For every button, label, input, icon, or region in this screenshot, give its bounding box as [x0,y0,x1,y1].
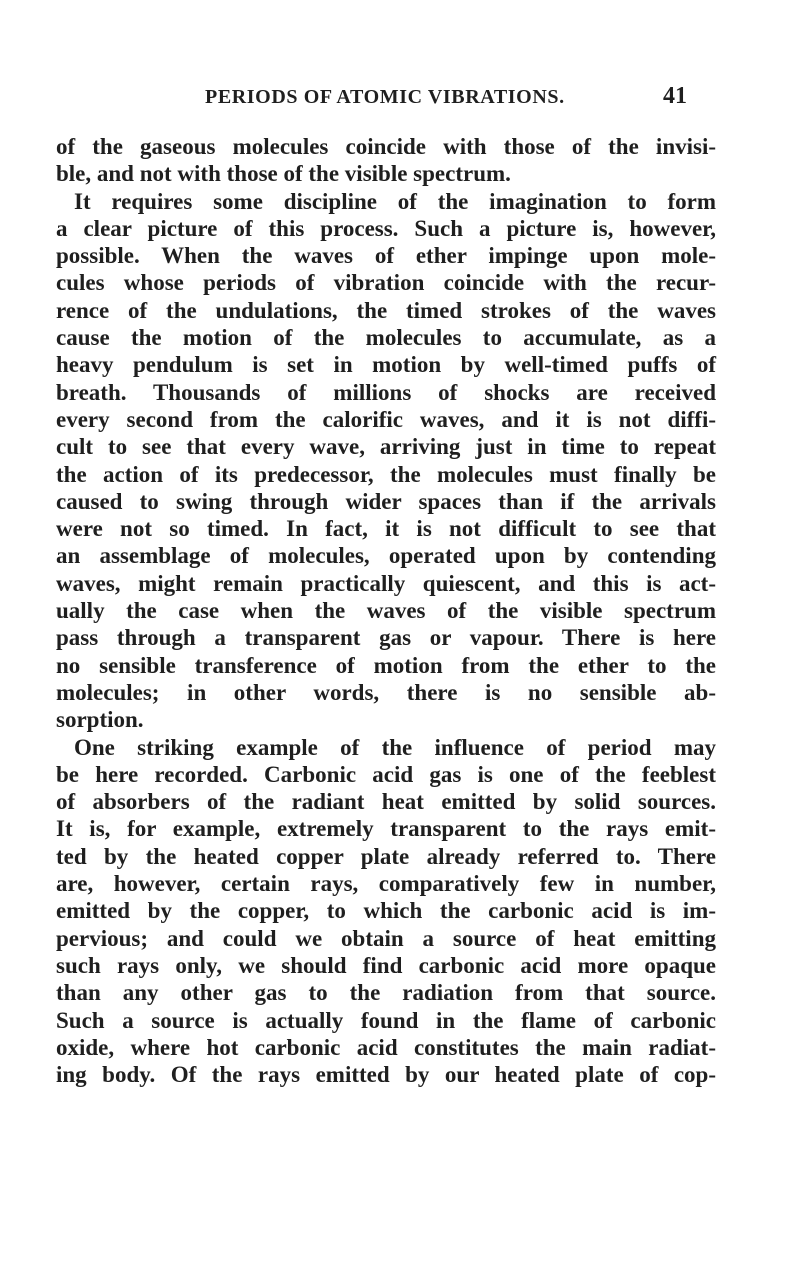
text-line: were not so timed. In fact, it is not difficult to see that [56,516,716,542]
text-line: a clear picture of this process. Such a picture is, however, [56,215,716,241]
text-line: ing body. Of the rays emitted by our heated plate of cop- [56,1062,716,1088]
text-line: cult to see that every wave, arriving just in time to repeat [56,434,716,460]
text-line: rence of the undulations, the timed strokes of the waves [56,297,716,323]
text-line: possible. When the waves of ether impinge upon mole- [56,243,716,269]
text-line: sorption. [56,707,144,733]
text-line: cules whose periods of vibration coincide with the recur- [56,270,716,296]
text-line: heavy pendulum is set in motion by well-timed puffs of [56,352,716,378]
text-line: waves, might remain practically quiescent, and this is act- [56,570,716,596]
text-line: caused to swing through wider spaces than if the arrivals [56,488,716,514]
text-line: One striking example of the influence of period may [74,734,716,760]
text-line: of absorbers of the radiant heat emitted by solid sources. [56,789,716,815]
text-line: It is, for example, extremely transparent to the rays emit- [56,816,716,842]
page-number: 41 [663,83,687,109]
text-line: ble, and not with those of the visible spectrum. [56,161,511,187]
text-line: ually the case when the waves of the visible spectrum [56,598,716,624]
running-title: PERIODS OF ATOMIC VIBRATIONS. [205,86,565,108]
text-line: It requires some discipline of the imagination to form [74,188,716,214]
text-line: an assemblage of molecules, operated upon by contending [56,543,716,569]
body-text [56,133,716,1088]
text-line: pervious; and could we obtain a source of heat emitting [56,925,716,951]
text-line: no sensible transference of motion from the ether to the [56,652,716,678]
text-line: such rays only, we should find carbonic acid more opaque [56,952,716,978]
text-line: cause the motion of the molecules to accumulate, as a [56,325,716,351]
text-line: the action of its predecessor, the molecules must finally be [56,461,716,487]
text-line: emitted by the copper, to which the carbonic acid is im- [56,898,716,924]
text-line: every second from the calorific waves, and it is not diffi- [56,406,716,432]
text-line: breath. Thousands of millions of shocks are received [56,379,716,405]
text-line: be here recorded. Carbonic acid gas is one of the feeblest [56,761,716,787]
text-line: pass through a transparent gas or vapour. There is here [56,625,716,651]
text-line: Such a source is actually found in the flame of carbonic [56,1007,716,1033]
text-line: of the gaseous molecules coincide with those of the invisi- [56,134,716,159]
text-line: ted by the heated copper plate already referred to. There [56,843,716,869]
running-header [0,83,800,116]
text-line: molecules; in other words, there is no sensible ab- [56,679,716,705]
text-line: are, however, certain rays, comparatively few in number, [56,871,716,897]
text-line: oxide, where hot carbonic acid constitutes the main radiat- [56,1034,716,1060]
text-line: than any other gas to the radiation from that source. [56,980,716,1006]
